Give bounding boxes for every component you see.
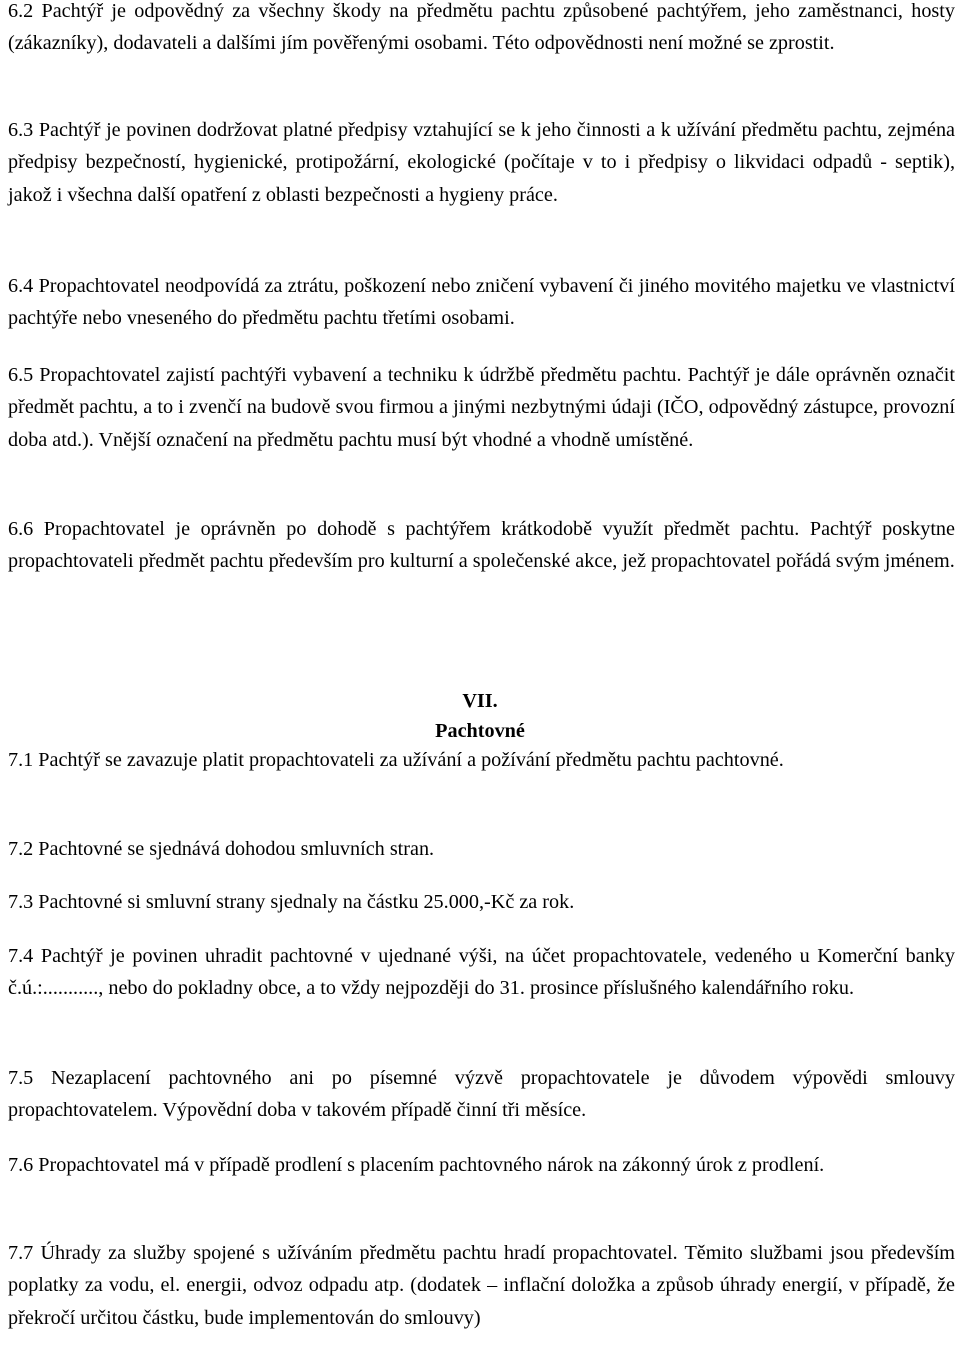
paragraph-7-1: 7.1 Pachtýř se zavazuje platit propachtovateli za užívání a požívání předmětu pachtu pachtovné.	[8, 749, 784, 771]
paragraph-7-7: 7.7 Úhrady za služby spojené s užíváním předmětu pachtu hradí propachtovatel. Těmito službami jsou především poplatky za vodu, el. energii, odvoz odpadu atp. (dodatek – inflační doložka a způsob úhrady energií, v případě, že překročí určitou částku, bude implementován do smlouvy)	[8, 1242, 955, 1329]
paragraph-7-6: 7.6 Propachtovatel má v případě prodlení s placením pachtovného nárok na zákonný úrok z prodlení.	[8, 1154, 825, 1176]
paragraph-6-2: 6.2 Pachtýř je odpovědný za všechny škody na předmětu pachtu způsobené pachtýřem, jeho zaměstnanci, hosty (zákazníky), dodavateli a dalšími jím pověřenými osobami. Této odpovědnosti není možné se zprostit.	[8, 0, 955, 55]
paragraph-7-5: 7.5 Nezaplacení pachtovného ani po písemné výzvě propachtovatele je důvodem výpovědi smlouvy propachtovatelem. Výpovědní doba v takovém případě činní tři měsíce.	[8, 1067, 955, 1122]
paragraph-7-3: 7.3 Pachtovné si smluvní strany sjednaly na částku 25.000,-Kč za rok.	[8, 891, 575, 913]
paragraph-6-4: 6.4 Propachtovatel neodpovídá za ztrátu, poškození nebo zničení vybavení či jiného movitého majetku ve vlastnictví pachtýře nebo vneseného do předmětu pachtu třetími osobami.	[8, 275, 955, 330]
paragraph-7-4: 7.4 Pachtýř je povinen uhradit pachtovné v ujednané výši, na účet propachtovatele, vedeného u Komerční banky č.ú.:..........., nebo do pokladny obce, a to vždy nejpozději do 31. prosince příslušného kalendářního roku.	[8, 945, 955, 1000]
paragraph-6-3: 6.3 Pachtýř je povinen dodržovat platné předpisy vztahující se k jeho činnosti a k užívání předmětu pachtu, zejména předpisy bezpečností, hygienické, protipožární, ekologické (počítaje v to i předpisy o likvidaci odpadů - septik), jakož i všechna další opatření z oblasti bezpečnosti a hygieny práce.	[8, 119, 955, 206]
section-number: VII.	[462, 690, 498, 712]
paragraph-7-2: 7.2 Pachtovné se sjednává dohodou smluvních stran.	[8, 838, 435, 860]
section-title: Pachtovné	[435, 720, 525, 742]
paragraph-6-5: 6.5 Propachtovatel zajistí pachtýři vybavení a techniku k údržbě předmětu pachtu. Pachtýř je dále oprávněn označit předmět pachtu, a to i zvenčí na budově svou firmou a jinými nezbytnými údaji (IČO, odpovědný zástupce, provozní doba atd.). Vnější označení na předmětu pachtu musí být vhodné a vhodně umístěné.	[8, 364, 955, 451]
paragraph-6-6: 6.6 Propachtovatel je oprávněn po dohodě s pachtýřem krátkodobě využít předmět pachtu. Pachtýř poskytne propachtovateli předmět pachtu především pro kulturní a společenské akce, jež propachtovatel pořádá svým jménem.	[8, 518, 955, 573]
